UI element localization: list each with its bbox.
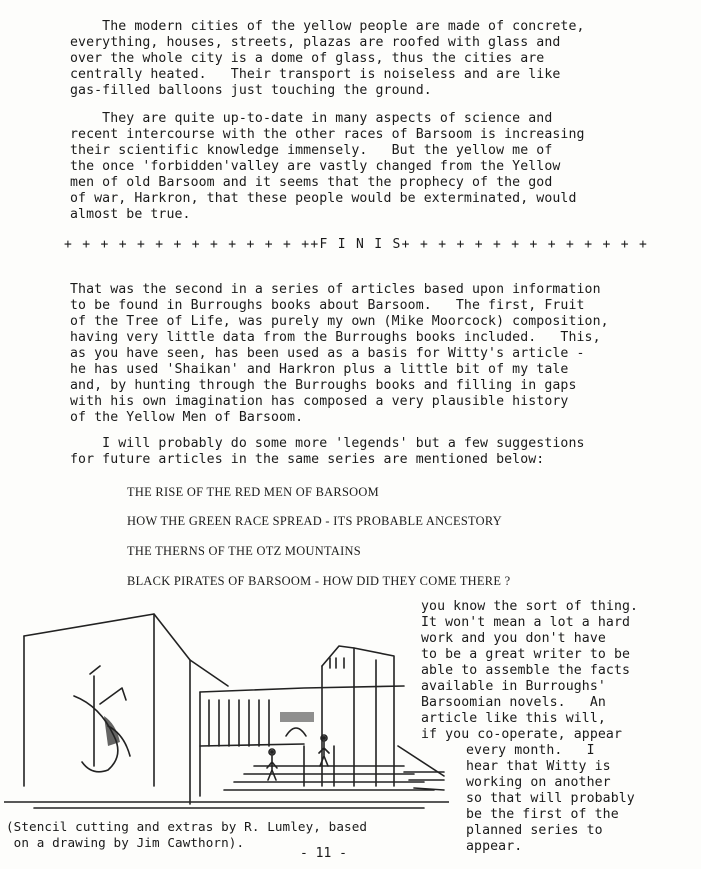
finis-divider: + + + + + + + + + + + + + ++F I N I S+ + + + + + + + + + + + + + xyxy=(64,237,649,252)
suggested-title: BLACK PIRATES OF BARSOOM - HOW DID THEY COME THERE ? xyxy=(127,574,511,588)
paragraph-line: with his own imagination has composed a very plausible history xyxy=(70,394,569,409)
paragraph-line: you know the sort of thing. xyxy=(421,599,639,614)
paragraph-line: be the first of the xyxy=(466,807,619,822)
paragraph-line: They are quite up-to-date in many aspects of science and xyxy=(70,111,553,126)
paragraph-line: The modern cities of the yellow people are made of concrete, xyxy=(70,19,585,34)
paragraph-line: the once 'forbidden'valley are vastly changed from the Yellow xyxy=(70,159,561,174)
paragraph-line: of the Tree of Life, was purely my own (Mike Moorcock) composition, xyxy=(70,314,609,329)
paragraph-line: if you co-operate, appear xyxy=(421,727,622,742)
paragraph-line: hear that Witty is xyxy=(466,759,611,774)
paragraph-line: of war, Harkron, that these people would be exterminated, would xyxy=(70,191,577,206)
paragraph-line: so that will probably xyxy=(466,791,635,806)
paragraph-line: able to assemble the facts xyxy=(421,663,631,678)
paragraph-line: every month. I xyxy=(466,743,595,758)
paragraph-line: almost be true. xyxy=(70,207,191,222)
page-number: - 11 - xyxy=(300,846,347,861)
city-illustration xyxy=(4,596,449,818)
paragraph-line: over the whole city is a dome of glass, thus the cities are xyxy=(70,51,545,66)
suggested-title: THE RISE OF THE RED MEN OF BARSOOM xyxy=(127,485,379,499)
paragraph-line: article like this will, xyxy=(421,711,606,726)
paragraph-line: he has used 'Shaikan' and Harkron plus a little bit of my tale xyxy=(70,362,569,377)
paragraph-line: available in Burroughs' xyxy=(421,679,606,694)
paragraph-line: men of old Barsoom and it seems that the prophecy of the god xyxy=(70,175,553,190)
paragraph-line: Barsoomian novels. An xyxy=(421,695,606,710)
paragraph-line: having very little data from the Burroughs books included. This, xyxy=(70,330,601,345)
paragraph-line: I will probably do some more 'legends' but a few suggestions xyxy=(70,436,585,451)
paragraph-line: It won't mean a lot a hard xyxy=(421,615,631,630)
paragraph-line: work and you don't have xyxy=(421,631,606,646)
paragraph-line: and, by hunting through the Burroughs books and filling in gaps xyxy=(70,378,577,393)
paragraph-line: centrally heated. Their transport is noiseless and are like xyxy=(70,67,561,82)
paragraph-line: for future articles in the same series are mentioned below: xyxy=(70,452,545,467)
paragraph-line: of the Yellow Men of Barsoom. xyxy=(70,410,304,425)
paragraph-line: That was the second in a series of articles based upon information xyxy=(70,282,601,297)
paragraph-line: planned series to xyxy=(466,823,603,838)
paragraph-line: to be found in Burroughs books about Barsoom. The first, Fruit xyxy=(70,298,585,313)
paragraph-line: appear. xyxy=(466,839,523,854)
paragraph-line: to be a great writer to be xyxy=(421,647,631,662)
illustration-credit: (Stencil cutting and extras by R. Lumley, based xyxy=(6,819,368,834)
paragraph-line: as you have seen, has been used as a basis for Witty's article - xyxy=(70,346,585,361)
illustration-credit: on a drawing by Jim Cawthorn). xyxy=(6,835,245,850)
paragraph-line: working on another xyxy=(466,775,611,790)
paragraph-line: recent intercourse with the other races of Barsoom is increasing xyxy=(70,127,585,142)
paragraph-line: gas-filled balloons just touching the ground. xyxy=(70,83,432,98)
suggested-title: THE THERNS OF THE OTZ MOUNTAINS xyxy=(127,544,361,558)
paragraph-line: everything, houses, streets, plazas are roofed with glass and xyxy=(70,35,561,50)
paragraph-line: their scientific knowledge immensely. But the yellow me of xyxy=(70,143,553,158)
suggested-title: HOW THE GREEN RACE SPREAD - ITS PROBABLE ANCESTORY xyxy=(127,514,503,528)
